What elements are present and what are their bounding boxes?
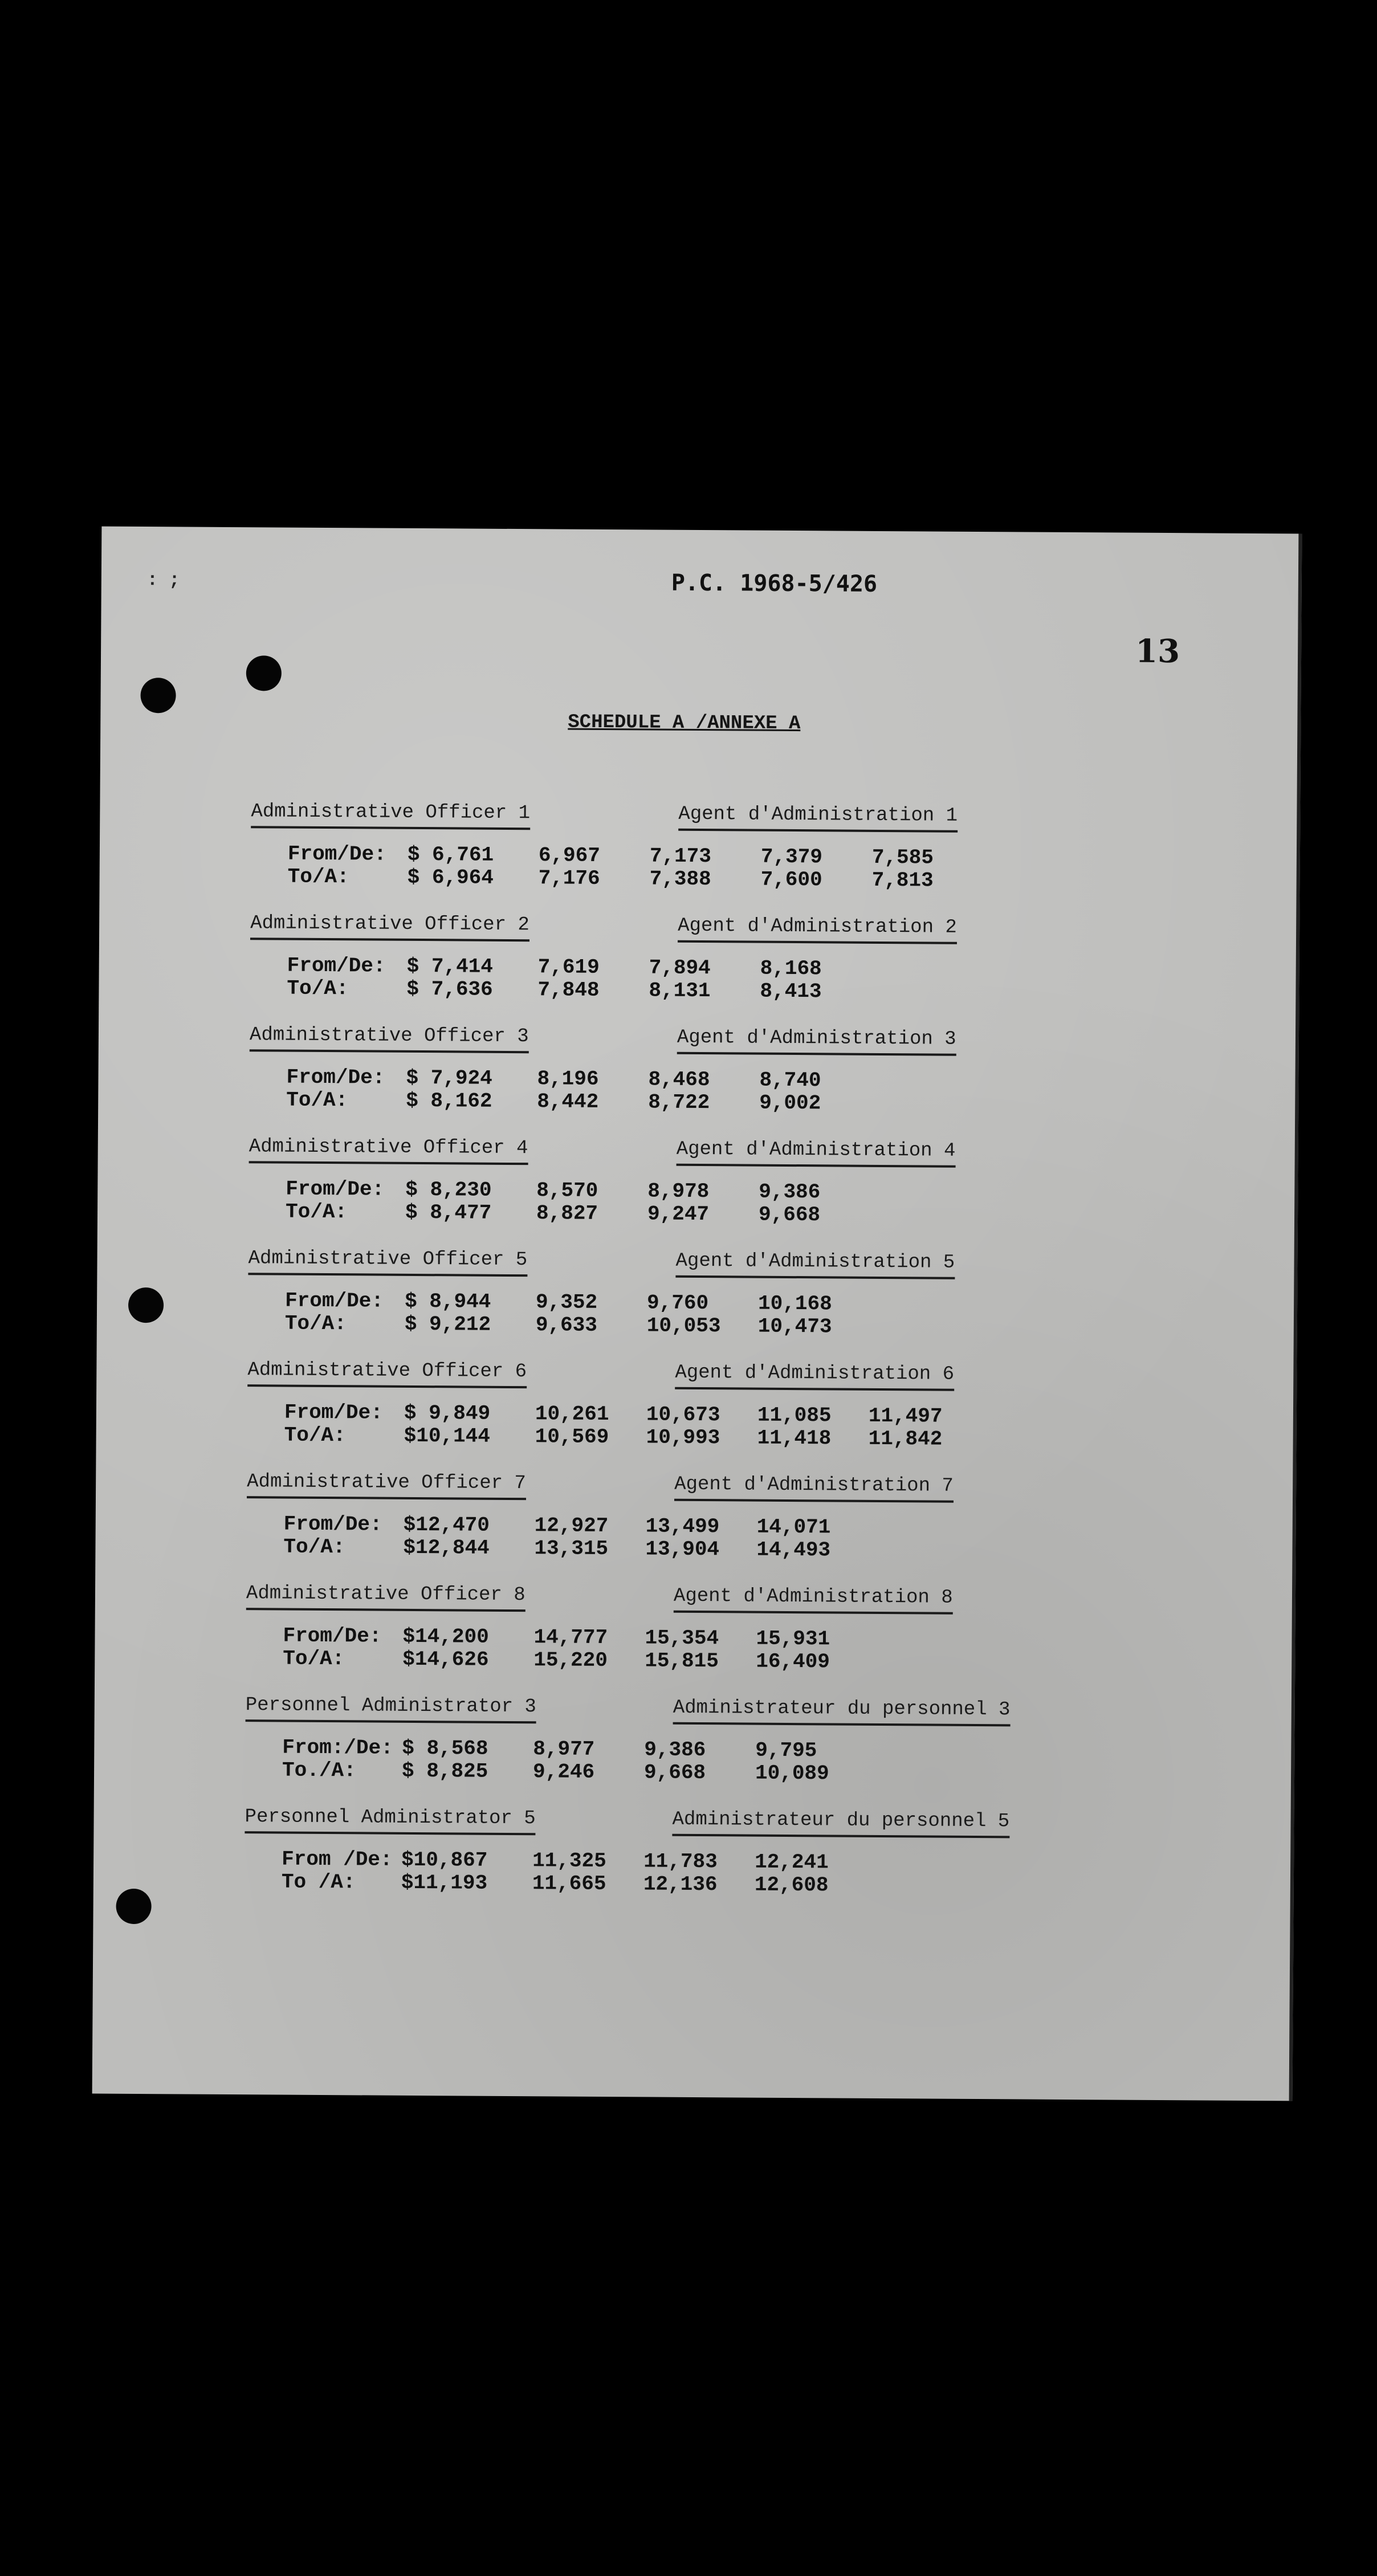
- order-reference: P.C. 1968-5/426: [671, 569, 878, 597]
- salary-value: 8,131: [649, 979, 711, 1003]
- salary-value: $ 7,414: [406, 954, 494, 979]
- salary-value: $10,144: [404, 1424, 491, 1448]
- section-title-en: Personnel Administrator 5: [245, 1806, 535, 1835]
- salary-value: 10,168: [757, 1291, 832, 1316]
- salary-value: $ 9,849: [404, 1401, 491, 1425]
- to-label: To/A:: [283, 1646, 345, 1671]
- salary-section: [99, 912, 1182, 1021]
- from-label: From:/De:: [282, 1735, 393, 1760]
- to-label: To/A:: [287, 865, 349, 889]
- from-label: From/De:: [283, 1512, 382, 1536]
- salary-value: 8,827: [536, 1201, 598, 1225]
- salary-value: 7,176: [538, 866, 600, 890]
- salary-value: $ 7,636: [406, 977, 493, 1001]
- salary-value: 9,760: [646, 1291, 709, 1315]
- salary-value: 7,379: [760, 845, 823, 869]
- page-number: 13: [1135, 632, 1180, 671]
- salary-value: 9,795: [755, 1738, 817, 1763]
- salary-value: $ 8,568: [402, 1736, 488, 1760]
- salary-value: $14,626: [402, 1647, 489, 1672]
- section-title-en: Personnel Administrator 3: [246, 1694, 536, 1723]
- salary-section: [93, 1805, 1177, 1915]
- to-label: To/A:: [286, 1088, 348, 1112]
- salary-value: 9,002: [759, 1091, 821, 1115]
- from-label: From/De:: [287, 842, 386, 866]
- corner-marks: : ;: [146, 569, 180, 591]
- section-title-en: Administrative Officer 6: [247, 1359, 527, 1388]
- section-title-fr: Administrateur du personnel 3: [673, 1697, 1011, 1727]
- section-title-fr: Agent d'Administration 1: [678, 804, 958, 833]
- section-title-fr: Agent d'Administration 3: [677, 1027, 956, 1056]
- salary-value: 7,388: [649, 867, 711, 891]
- salary-value: 8,977: [533, 1737, 595, 1761]
- salary-value: 9,352: [535, 1290, 598, 1314]
- salary-value: 14,777: [533, 1625, 608, 1650]
- salary-section: [99, 800, 1183, 910]
- section-title-en: Administrative Officer 2: [250, 912, 529, 941]
- salary-value: 8,570: [536, 1179, 598, 1203]
- section-title-fr: Agent d'Administration 2: [678, 915, 957, 944]
- punch-hole: [246, 655, 282, 691]
- from-label: From/De:: [286, 1065, 385, 1090]
- salary-value: 13,904: [645, 1537, 720, 1562]
- to-label: To/A:: [284, 1311, 347, 1336]
- section-title-en: Administrative Officer 4: [249, 1136, 528, 1165]
- salary-value: 10,261: [535, 1402, 609, 1426]
- document-page: [92, 527, 1302, 2101]
- salary-value: 11,418: [757, 1426, 832, 1450]
- salary-section: [98, 1024, 1182, 1133]
- salary-value: 12,241: [754, 1850, 829, 1874]
- salary-value: 8,468: [648, 1067, 710, 1092]
- to-label: To/A:: [287, 976, 349, 1001]
- salary-value: $ 8,477: [405, 1200, 492, 1225]
- salary-value: 11,497: [868, 1404, 943, 1428]
- section-title-fr: Administrateur du personnel 5: [672, 1809, 1009, 1839]
- salary-value: 13,315: [534, 1536, 609, 1561]
- punch-hole: [140, 678, 176, 713]
- salary-value: $ 9,212: [404, 1312, 491, 1336]
- salary-value: $ 6,761: [407, 842, 494, 867]
- salary-value: 10,673: [646, 1403, 720, 1427]
- salary-value: 8,722: [648, 1090, 710, 1115]
- salary-value: 11,665: [532, 1872, 606, 1896]
- salary-section: [97, 1135, 1181, 1245]
- section-title-en: Administrative Officer 8: [246, 1583, 525, 1612]
- salary-value: 10,089: [755, 1761, 829, 1786]
- section-title-fr: Agent d'Administration 4: [677, 1139, 956, 1168]
- salary-value: 9,386: [644, 1738, 706, 1762]
- salary-section: [95, 1470, 1179, 1580]
- salary-value: $12,470: [403, 1513, 490, 1537]
- salary-value: 9,633: [535, 1313, 598, 1337]
- salary-value: 15,815: [645, 1649, 719, 1673]
- salary-section: [94, 1694, 1178, 1803]
- salary-value: 11,783: [643, 1849, 718, 1874]
- salary-value: 8,196: [537, 1067, 599, 1091]
- salary-value: 10,993: [646, 1425, 720, 1450]
- section-title-en: Administrative Officer 3: [250, 1024, 529, 1053]
- section-title-fr: Agent d'Administration 5: [675, 1250, 955, 1279]
- to-label: To/A:: [284, 1423, 346, 1448]
- section-title-fr: Agent d'Administration 8: [674, 1585, 953, 1615]
- salary-value: 11,085: [757, 1403, 832, 1428]
- schedule-title: SCHEDULE A /ANNEXE A: [568, 711, 801, 735]
- salary-value: $11,193: [401, 1870, 488, 1895]
- from-label: From/De:: [283, 1624, 382, 1648]
- salary-value: 11,325: [532, 1849, 606, 1873]
- salary-value: $14,200: [402, 1624, 489, 1649]
- salary-value: 7,619: [537, 955, 600, 979]
- salary-value: 8,740: [759, 1068, 821, 1093]
- to-label: To /A:: [281, 1870, 356, 1894]
- section-title-en: Administrative Officer 7: [247, 1471, 526, 1500]
- salary-value: $ 6,964: [407, 865, 494, 890]
- salary-value: 10,473: [757, 1314, 832, 1339]
- salary-value: $10,867: [401, 1848, 488, 1872]
- from-label: From/De:: [285, 1289, 384, 1313]
- salary-value: 7,585: [871, 845, 934, 870]
- salary-value: 7,600: [760, 867, 822, 892]
- salary-value: $ 8,825: [401, 1759, 488, 1783]
- salary-value: 10,569: [535, 1425, 609, 1449]
- salary-value: $ 8,230: [405, 1177, 492, 1202]
- salary-value: 12,927: [534, 1514, 609, 1538]
- salary-value: $ 8,944: [404, 1289, 491, 1314]
- salary-value: 15,354: [645, 1626, 719, 1650]
- salary-value: 10,053: [646, 1314, 721, 1338]
- to-label: To./A:: [282, 1758, 356, 1783]
- from-label: From/De:: [287, 953, 386, 978]
- section-title-en: Administrative Officer 1: [251, 801, 530, 830]
- from-label: From/De:: [284, 1400, 383, 1425]
- salary-value: 8,413: [760, 979, 822, 1004]
- section-title-fr: Agent d'Administration 6: [675, 1362, 954, 1391]
- salary-value: 6,967: [538, 843, 601, 867]
- salary-value: 15,931: [756, 1627, 830, 1651]
- salary-value: 14,071: [756, 1515, 831, 1539]
- from-label: From/De:: [286, 1177, 385, 1201]
- salary-value: 7,813: [871, 868, 934, 892]
- salary-value: 8,978: [647, 1179, 710, 1204]
- section-title-en: Administrative Officer 5: [248, 1248, 527, 1277]
- salary-section: [96, 1359, 1179, 1468]
- salary-value: 9,246: [532, 1760, 595, 1784]
- salary-value: 13,499: [645, 1514, 720, 1539]
- to-label: To/A:: [283, 1535, 345, 1559]
- salary-section: [97, 1247, 1180, 1356]
- salary-value: 7,173: [649, 844, 712, 869]
- section-title-fr: Agent d'Administration 7: [674, 1474, 954, 1503]
- salary-value: 7,894: [649, 956, 711, 980]
- salary-value: 12,136: [643, 1872, 718, 1897]
- salary-value: 14,493: [756, 1538, 831, 1562]
- salary-value: $12,844: [403, 1535, 490, 1560]
- salary-value: 9,668: [758, 1203, 821, 1227]
- salary-value: 9,668: [643, 1760, 706, 1785]
- salary-value: 15,220: [533, 1648, 608, 1673]
- to-label: To/A:: [285, 1200, 348, 1224]
- salary-value: 8,442: [537, 1090, 599, 1114]
- salary-value: 9,386: [759, 1180, 821, 1204]
- salary-value: $ 8,162: [406, 1089, 492, 1113]
- salary-value: 12,608: [754, 1873, 829, 1897]
- salary-value: 8,168: [760, 956, 822, 981]
- salary-value: $ 7,924: [406, 1066, 492, 1090]
- salary-value: 9,247: [647, 1202, 710, 1226]
- salary-value: 11,842: [868, 1426, 943, 1451]
- salary-section: [95, 1582, 1178, 1691]
- from-label: From /De:: [282, 1847, 393, 1872]
- salary-value: 7,848: [537, 978, 600, 1002]
- salary-value: 16,409: [756, 1649, 830, 1674]
